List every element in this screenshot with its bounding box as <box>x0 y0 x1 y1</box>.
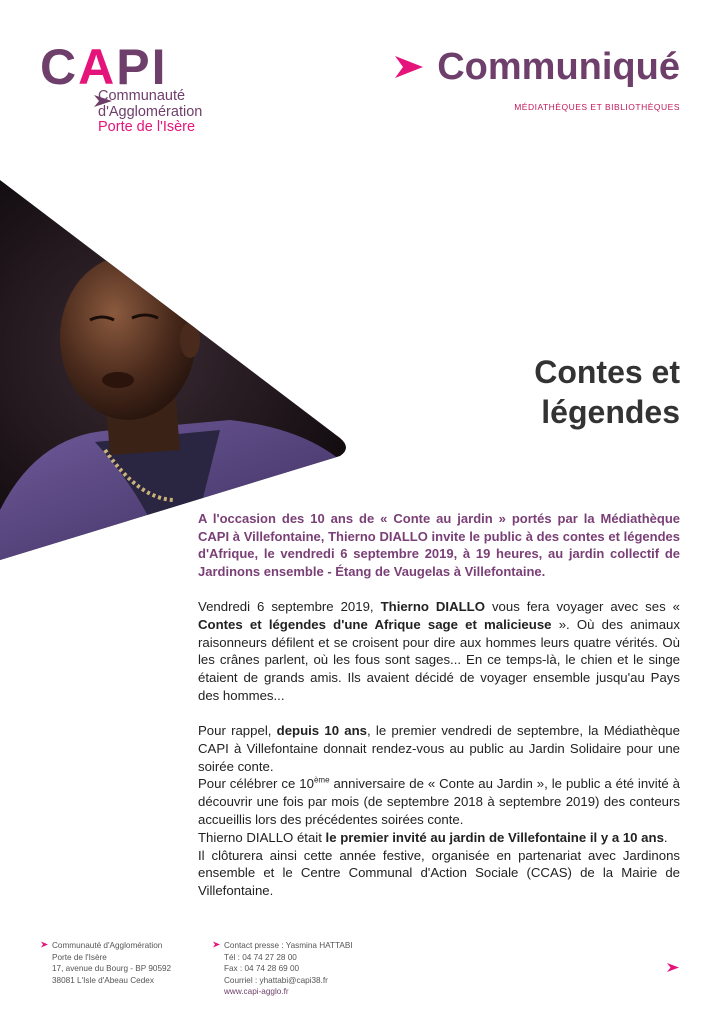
footer-contact: Contact presse : Yasmina HATTABI Tél : 04 74 27 28 00 Fax : 04 74 28 69 00 Courriel : yhattabi@capi38.fr www.capi-agglo.fr <box>212 940 353 998</box>
body-paragraph-2: Pour rappel, depuis 10 ans, le premier vendredi de septembre, la Médiathèque CAPI à Villefontaine donnait rendez-vous au public au Jardin Solidaire pour une soirée conte. Pour célébrer ce 10ème anniversaire de « Conte au Jardin », le public a été invité à découvrir une fois par mois (de septembre 2018 à septembre 2019) des conteurs accueillis lors des précédentes soirées conte. Thierno DIALLO était le premier invité au jardin de Villefontaine il y a 10 ans. Il clôturera ainsi cette année festive, organisée en partenariat avec Jardinons ensemble et le Centre Communal d'Action Sociale (CCAS) de la Mairie de Villefontaine. <box>198 723 680 899</box>
body-paragraph-1: Vendredi 6 septembre 2019, Thierno DIALLO vous fera voyager avec ses « Contes et légendes d'une Afrique sage et malicieuse ». Où des animaux raisonneurs défilent et se croisent pour dire aux hommes leurs quatre vérités. Où les crânes parlent, où les fous sont sages... En ce temps-là, le chien et le singe étaient de grands amis. Ils avaient décidé de voyager ensemble jusqu'au Pays des hommes... <box>198 599 680 703</box>
header-subtitle: MÉDIATHÈQUES ET BIBLIOTHÈQUES <box>514 102 680 112</box>
footer-address: Communauté d'Agglomération Porte de l'Isère 17, avenue du Bourg - BP 90592 38081 L'Isle d'Abeau Cedex <box>40 940 171 986</box>
lead-paragraph: A l'occasion des 10 ans de « Conte au jardin » portés par la Médiathèque CAPI à Villefontaine, Thierno DIALLO invite le public à des contes et légendes d'Afrique, le vendredi 6 septembre 2019, à 19 heures, au jardin collectif de Jardinons ensemble - Étang de Vaugelas à Villefontaine. <box>198 511 680 579</box>
page-title: Contes et légendes <box>534 354 680 430</box>
capi-logo <box>40 39 260 142</box>
logo-wordmark: CAPI <box>40 39 168 95</box>
logo-subtitle: Communauté d'Agglomération Porte de l'Isère <box>98 88 203 135</box>
chevron-right-icon <box>212 941 221 948</box>
chevron-right-icon <box>40 941 49 948</box>
website-link[interactable]: www.capi-agglo.fr <box>224 987 289 996</box>
storyteller-photo <box>0 180 400 560</box>
chevron-right-icon <box>666 962 680 973</box>
header-title: Communiqué <box>437 46 680 88</box>
header-title-block <box>393 42 680 92</box>
chevron-right-icon <box>393 54 425 80</box>
